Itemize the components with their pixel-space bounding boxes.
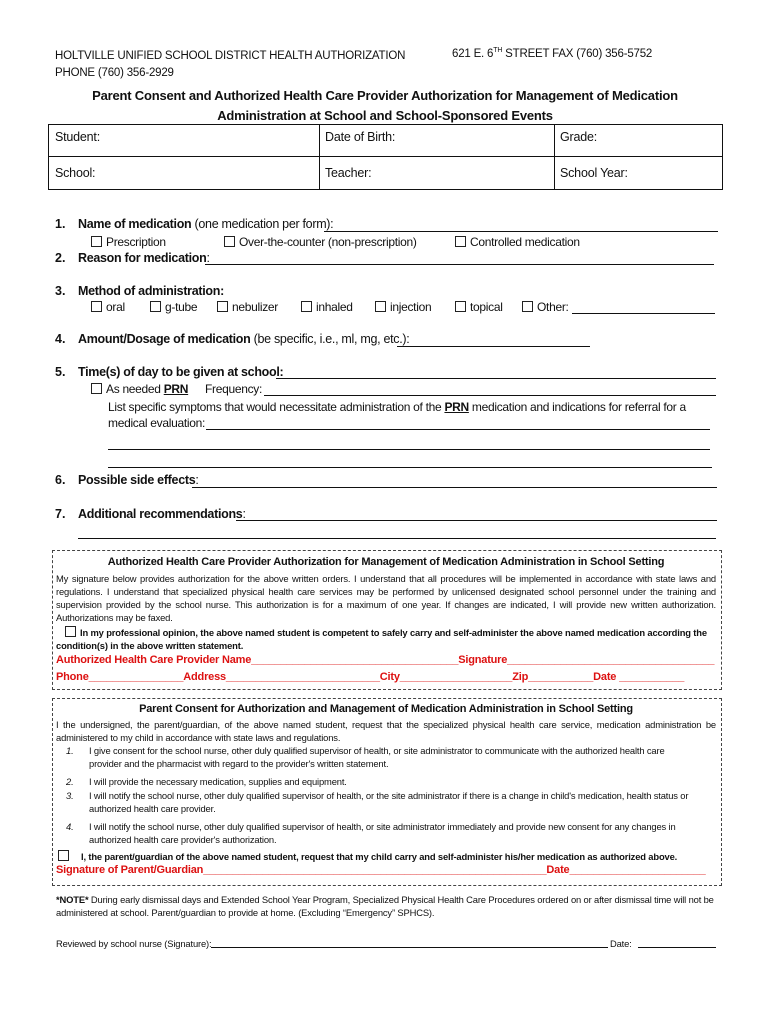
medical-eval-line-3[interactable] (108, 467, 712, 468)
recommendations-label: Additional recommendations: (78, 507, 246, 521)
medical-eval-line[interactable] (206, 429, 710, 430)
consent-item: I will notify the school nurse, other duly qualified supervisor of health, or the site administrator if there is a change in child's medication, health status or authorized health care provider. (89, 790, 689, 814)
medication-name-line[interactable] (324, 231, 718, 232)
times-label: Time(s) of day to be given at school: (78, 365, 284, 379)
frequency-label: Frequency: (205, 382, 263, 396)
date-label: Date: (610, 938, 632, 949)
dismissal-note: *NOTE* During early dismissal days and Extended School Year Program, Specialized Physical Health Care Procedures ordered on or after dismissal time will not be administered at school. Parent/guardian to provide at home. (Excluding “Emergency” SPHCS). (56, 894, 714, 918)
school-field[interactable]: School: (55, 166, 96, 180)
consent-item: I will notify the school nurse, other duly qualified supervisor of health, or site administrator immediately and provide new consent for any changes in authorized health care provider's authorization. (89, 821, 676, 845)
provider-body: My signature below provides authorization for the above written orders. I understand that all procedures will be implemented in accordance with state laws and regulations. I understand that specialized physical health care services may be performed by unlicensed designated school personnel under the training and supervision provided by the school nurse. This authorization is for a maximum of one year. If changes are indicated, I will provide new written authorization. Authorizations may be faxed. (56, 573, 716, 623)
self-administer-consent[interactable]: I, the parent/guardian of the above named student, request that my child carry and self-administer his/her medication as authorized above. (56, 850, 716, 863)
provider-heading: Authorized Health Care Provider Authorization for Management of Medication Administration in School Setting (107, 556, 665, 568)
side-effects-label: Possible side effects: (78, 473, 199, 487)
times-line[interactable] (276, 378, 716, 379)
checkbox-icon[interactable] (522, 301, 533, 312)
consent-item-number: 4. (66, 821, 74, 832)
method-label: Method of administration: (78, 284, 224, 298)
reason-label: Reason for medication: (78, 251, 210, 265)
item-number: 3. (55, 284, 66, 298)
item-number: 6. (55, 473, 66, 487)
method-injection[interactable]: injection (375, 300, 431, 314)
checkbox-icon[interactable] (455, 301, 466, 312)
item-number: 7. (55, 507, 66, 521)
student-field[interactable]: Student: (55, 130, 100, 144)
method-topical[interactable]: topical (455, 300, 503, 314)
amount-label: Amount/Dosage of medication (be specific, i.e., ml, mg, etc.): (78, 332, 410, 346)
as-needed-option[interactable]: As needed PRN (91, 382, 188, 396)
item-number: 4. (55, 332, 66, 346)
method-other[interactable]: Other: (522, 300, 569, 314)
amount-line[interactable] (397, 346, 590, 347)
provider-opinion[interactable]: In my professional opinion, the above named student is competent to safely carry and self-administer the above named medication according the condition(s) in the above written statement. (56, 627, 707, 651)
parent-signature-line[interactable]: Signature of Parent/Guardian__________________________________________________________Date_______________________ (56, 864, 706, 876)
otc-option[interactable]: Over-the-counter (non-prescription) (224, 235, 417, 249)
item-number: 5. (55, 365, 66, 379)
teacher-field[interactable]: Teacher: (325, 166, 372, 180)
checkbox-icon[interactable] (301, 301, 312, 312)
student-info-table (48, 124, 723, 190)
symptoms-instructions: List specific symptoms that would necessitate administration of the PRN medication and indications for referral for a (108, 400, 686, 414)
table-divider (319, 125, 320, 189)
form-title-line1: Parent Consent and Authorized Health Care Provider Authorization for Management of Medication (92, 88, 678, 103)
parent-intro: I the undersigned, the parent/guardian, of the above named student, request that the specialized physical health care service, medication administration be administered to my child in accordance with state laws and regulations. (56, 719, 716, 743)
district-name: HOLTVILLE UNIFIED SCHOOL DISTRICT HEALTH AUTHORIZATION (55, 50, 406, 62)
recommendations-line[interactable] (236, 520, 717, 521)
frequency-line[interactable] (264, 395, 716, 396)
method-inhaled[interactable]: inhaled (301, 300, 353, 314)
checkbox-icon[interactable] (91, 301, 102, 312)
checkbox-icon[interactable] (150, 301, 161, 312)
checkbox-icon[interactable] (375, 301, 386, 312)
form-title-line2: Administration at School and School-Sponsored Events (217, 108, 553, 123)
consent-item: I will provide the necessary medication, supplies and equipment. (89, 776, 347, 787)
checkbox-icon[interactable] (91, 236, 102, 247)
district-address: 621 E. 6TH STREET FAX (760) 356-5752 (452, 47, 653, 60)
table-divider (554, 125, 555, 189)
method-nebulizer[interactable]: nebulizer (217, 300, 278, 314)
medical-eval-label: medical evaluation: (108, 416, 206, 430)
checkbox-icon[interactable] (58, 850, 69, 861)
controlled-option[interactable]: Controlled medication (455, 235, 580, 249)
checkbox-icon[interactable] (224, 236, 235, 247)
checkbox-icon[interactable] (455, 236, 466, 247)
table-divider (49, 156, 722, 157)
medical-eval-line-2[interactable] (108, 449, 710, 450)
provider-contact-line[interactable]: Phone________________Address__________________________City___________________Zip___________Date ___________ (56, 671, 685, 683)
consent-item: I give consent for the school nurse, other duly qualified supervisor of health, or site administrator to communicate with the authorized health care provider and the pharmacist with regard to the provider's written statement. (89, 745, 665, 769)
consent-item-number: 2. (66, 776, 74, 787)
medication-name-label: Name of medication (one medication per form): (78, 217, 334, 231)
checkbox-icon[interactable] (91, 383, 102, 394)
consent-item-number: 3. (66, 790, 74, 801)
method-oral[interactable]: oral (91, 300, 125, 314)
reason-line[interactable] (205, 264, 714, 265)
item-number: 2. (55, 251, 66, 265)
method-gtube[interactable]: g-tube (150, 300, 197, 314)
checkbox-icon[interactable] (65, 626, 76, 637)
other-method-line[interactable] (572, 313, 715, 314)
checkbox-icon[interactable] (217, 301, 228, 312)
parent-heading: Parent Consent for Authorization and Management of Medication Administration in School Setting (139, 703, 633, 715)
recommendations-line-2[interactable] (78, 538, 716, 539)
reviewed-by-label: Reviewed by school nurse (Signature): (56, 938, 212, 949)
nurse-signature-line[interactable] (211, 947, 608, 948)
item-number: 1. (55, 217, 66, 231)
prescription-option[interactable]: Prescription (91, 235, 166, 249)
school-year-field[interactable]: School Year: (560, 166, 628, 180)
date-line[interactable] (638, 947, 716, 948)
district-phone: PHONE (760) 356-2929 (55, 67, 174, 79)
side-effects-line[interactable] (192, 487, 717, 488)
provider-name-signature-line[interactable]: Authorized Health Care Provider Name___________________________________Signature___________________________________ (56, 654, 715, 666)
dob-field[interactable]: Date of Birth: (325, 130, 396, 144)
consent-item-number: 1. (66, 745, 74, 756)
grade-field[interactable]: Grade: (560, 130, 598, 144)
